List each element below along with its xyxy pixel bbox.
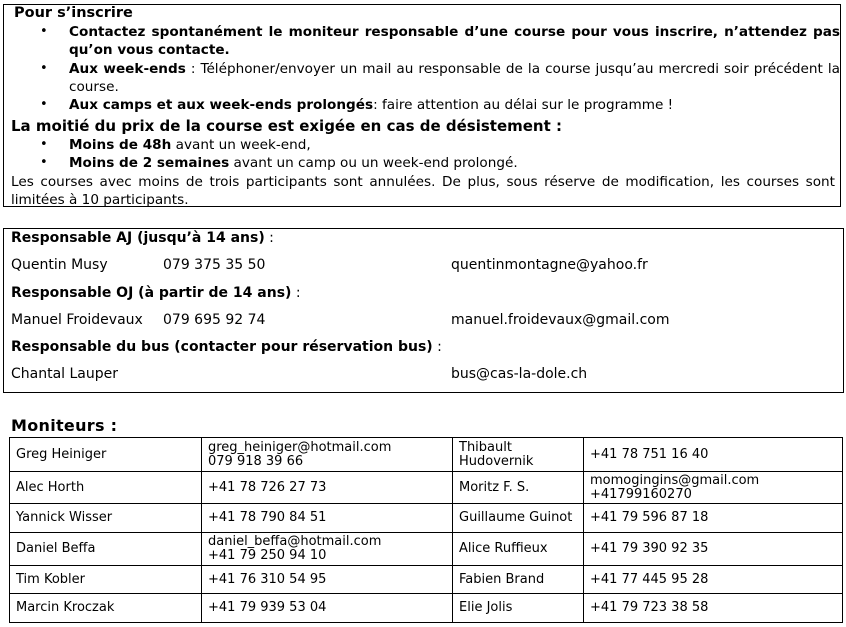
moniteur-name (10, 472, 202, 504)
inscription-title: Pour s’inscrire (14, 5, 133, 21)
moniteur-name-line: Moritz F. S. (459, 479, 530, 495)
moniteur-name (453, 594, 584, 623)
desist-bullet-2: Moins de 2 semaines avant un camp ou un week-end prolongé. (69, 155, 518, 171)
moniteur-contact (202, 594, 453, 623)
moniteur-contact (584, 533, 843, 566)
moniteur-name-line: Alec Horth (16, 479, 85, 495)
moniteur-contact (584, 438, 843, 472)
moniteurs-title: Moniteurs : (11, 416, 118, 435)
moniteur-name (10, 438, 202, 472)
moniteur-contact (584, 504, 843, 533)
moniteur-contact-line: +41 79 390 92 35 (590, 541, 709, 556)
moniteur-contact-line[interactable]: greg_heiniger@hotmail.com (208, 439, 392, 455)
table-row (10, 533, 843, 566)
responsable-oj-email[interactable]: manuel.froidevaux@gmail.com (451, 312, 670, 328)
moniteur-contact-line: +41 79 723 38 58 (590, 600, 709, 615)
responsable-bus-email[interactable]: bus@cas-la-dole.ch (451, 366, 588, 382)
moniteur-name-line: Daniel Beffa (16, 541, 96, 556)
courses-note: Les courses avec moins de trois participants sont annulées. De plus, sous réserve de modification, les courses sont limitées à 10 participants. (11, 174, 835, 208)
moniteur-name-line: Yannick Wisser (16, 510, 113, 525)
moniteur-contact-line: 079 918 39 66 (208, 453, 304, 469)
desist-bullet-1: Moins de 48h avant un week-end, (69, 137, 311, 153)
moniteur-contact-line: +41 79 596 87 18 (590, 510, 709, 525)
bullet-dot: • (40, 137, 48, 152)
half-price-title: La moitié du prix de la course est exigée en cas de désistement : (11, 117, 563, 135)
moniteur-contact (584, 566, 843, 594)
moniteur-name (10, 594, 202, 623)
moniteur-contact-line[interactable]: momogingins@gmail.com (590, 472, 760, 488)
bullet-dot: • (40, 24, 48, 39)
table-row (10, 594, 843, 623)
moniteur-name (10, 533, 202, 566)
moniteur-contact-line[interactable]: daniel_beffa@hotmail.com (208, 534, 382, 549)
moniteur-name-line: Fabien Brand (459, 571, 545, 587)
responsable-bus-name: Chantal Lauper (11, 366, 119, 382)
moniteur-contact-line: +41 78 726 27 73 (208, 479, 327, 495)
bullet-dot: • (40, 155, 48, 170)
moniteur-name-line: Tim Kobler (16, 571, 85, 587)
moniteur-contact-line: +41 76 310 54 95 (208, 571, 327, 587)
moniteur-contact (202, 533, 453, 566)
responsable-oj-phone: 079 695 92 74 (163, 312, 266, 328)
inscription-bullet-2: Aux week-ends : Téléphoner/envoyer un mail au responsable de la course jusqu’au mercredi soir précédent la course. (69, 61, 840, 95)
moniteur-name (453, 438, 584, 472)
bullet-dot: • (40, 97, 48, 112)
responsable-aj-heading: Responsable AJ (jusqu’à 14 ans) : (11, 230, 274, 246)
moniteur-contact (584, 472, 843, 504)
responsable-aj-name: Quentin Musy (11, 257, 108, 273)
responsable-oj-name: Manuel Froidevaux (11, 312, 143, 328)
moniteur-name (453, 472, 584, 504)
responsable-aj-phone: 079 375 35 50 (163, 257, 266, 273)
moniteur-name (453, 533, 584, 566)
responsable-bus-heading: Responsable du bus (contacter pour réservation bus) : (11, 339, 442, 355)
moniteur-contact-line: +41 78 751 16 40 (590, 446, 709, 462)
moniteur-contact-line: +41 79 250 94 10 (208, 548, 327, 563)
moniteur-name-line: Alice Ruffieux (459, 541, 548, 556)
moniteur-contact (202, 504, 453, 533)
moniteur-name-line: Greg Heiniger (16, 446, 107, 462)
responsables-box (3, 228, 844, 393)
moniteur-contact (584, 594, 843, 623)
moniteurs-table (9, 437, 843, 623)
responsable-aj-email[interactable]: quentinmontagne@yahoo.fr (451, 257, 648, 273)
moniteur-name-line: Thibault (459, 439, 512, 455)
moniteur-contact (202, 438, 453, 472)
moniteur-name-line: Guillaume Guinot (459, 510, 573, 525)
moniteur-name-line: Hudovernik (459, 453, 534, 469)
moniteur-name (10, 504, 202, 533)
table-row (10, 566, 843, 594)
moniteur-contact-line: +41 78 790 84 51 (208, 510, 327, 525)
inscription-bullet-3: Aux camps et aux week-ends prolongés: faire attention au délai sur le programme ! (69, 97, 674, 113)
moniteur-name-line: Marcin Kroczak (16, 600, 115, 615)
moniteur-name (10, 566, 202, 594)
bullet-dot: • (40, 61, 48, 76)
moniteur-contact (202, 472, 453, 504)
table-row (10, 438, 843, 472)
moniteur-contact-line: +41 77 445 95 28 (590, 571, 709, 587)
moniteur-contact-line: +41 79 939 53 04 (208, 600, 327, 615)
moniteur-contact (202, 566, 453, 594)
table-row (10, 504, 843, 533)
moniteur-name (453, 566, 584, 594)
moniteur-name-line: Elie Jolis (459, 600, 513, 615)
moniteur-name (453, 504, 584, 533)
responsable-oj-heading: Responsable OJ (à partir de 14 ans) : (11, 285, 301, 301)
moniteur-contact-line: +41799160270 (590, 486, 692, 502)
table-row (10, 472, 843, 504)
inscription-bullet-1: Contactez spontanément le moniteur responsable d’une course pour vous inscrire, n’attendez pas qu’on vous contacte. (69, 24, 840, 58)
